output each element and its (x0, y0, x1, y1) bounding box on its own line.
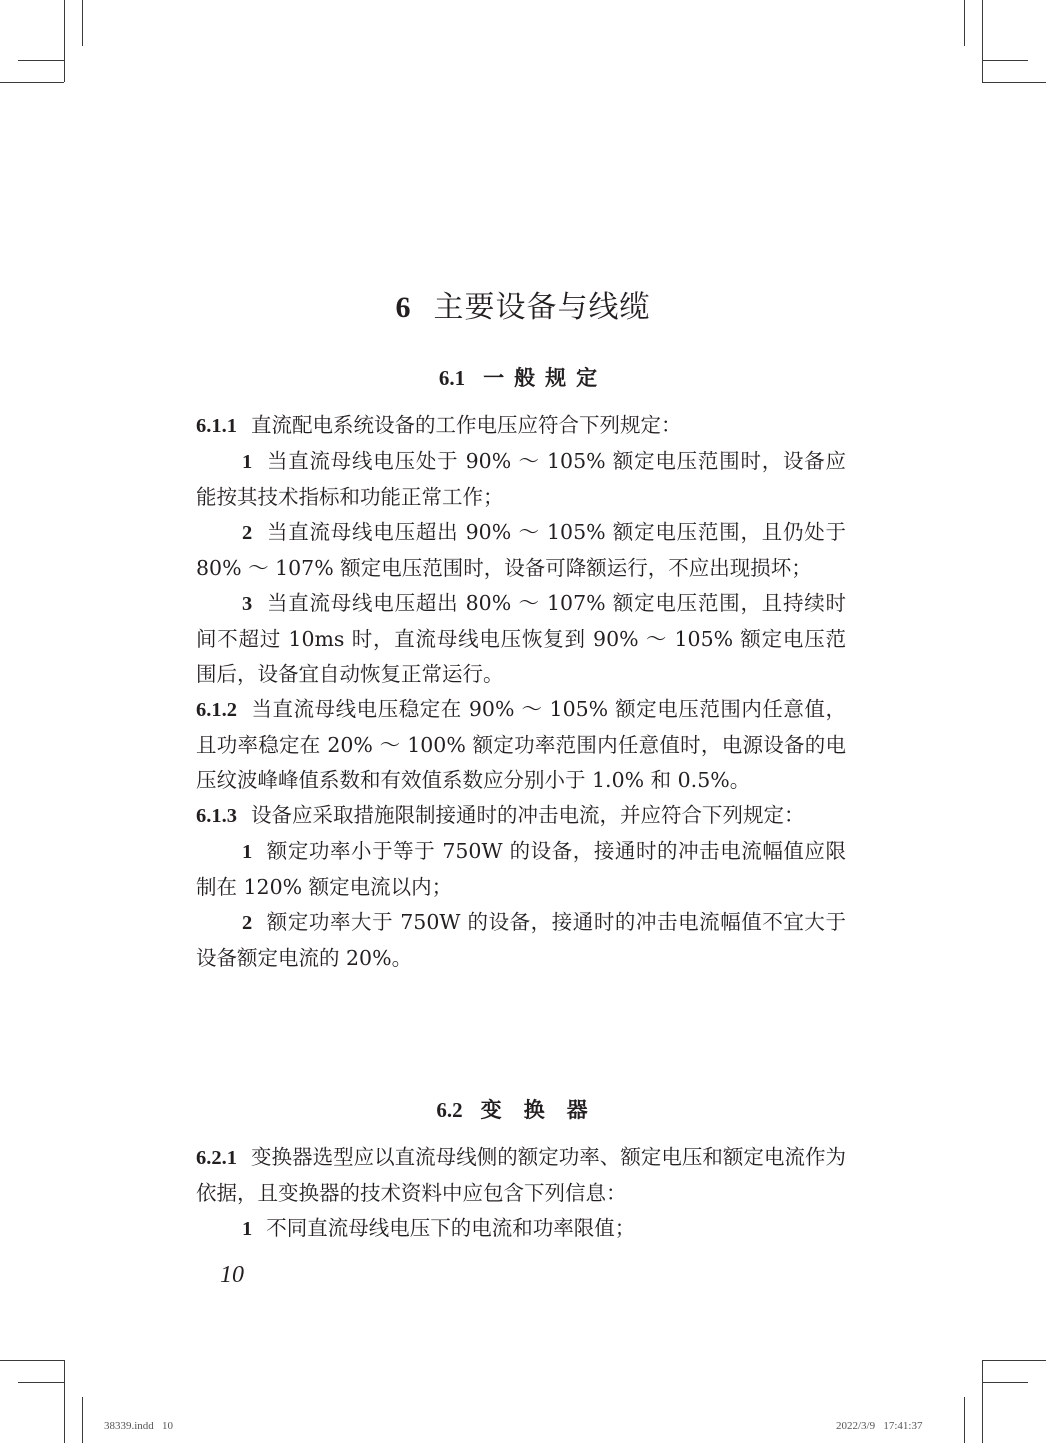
clause-6-1-2 (196, 692, 846, 798)
crop-mark (982, 1360, 1046, 1361)
crop-mark (0, 82, 64, 83)
clause-text: 当直流母线电压稳定在 90% ～ 105% 额定电压范围内任意值，且功率稳定在 20% ～ 100% 额定功率范围内任意值时，电源设备的电压纹波峰峰值系数和有效值系数应分别小于 1.0% 和 0.5%。 (196, 697, 846, 792)
crop-mark (18, 60, 64, 61)
item-number: 2 (242, 522, 253, 544)
section-title-text: 一般规定 (483, 365, 608, 390)
crop-mark (64, 0, 65, 82)
clause-text: 直流配电系统设备的工作电压应符合下列规定： (251, 413, 682, 437)
crop-mark (982, 0, 983, 82)
item-number: 2 (242, 912, 253, 934)
clause-number: 6.1.3 (196, 805, 237, 827)
slug-timestamp: 2022/3/9 17:41:37 (836, 1420, 923, 1432)
section-title-text: 变换器 (480, 1097, 610, 1122)
clause-number: 6.1.1 (196, 415, 237, 437)
item-text: 当直流母线电压处于 90% ～ 105% 额定电压范围时，设备应能按其技术指标和功能正常工作； (196, 449, 846, 509)
item-text: 不同直流母线电压下的电流和功率限值； (266, 1216, 636, 1240)
crop-mark (64, 1360, 65, 1443)
clause-text: 设备应采取措施限制接通时的冲击电流，并应符合下列规定： (251, 803, 805, 827)
chapter-title (0, 282, 1046, 326)
item-number: 1 (242, 841, 253, 863)
crop-mark (964, 1397, 965, 1443)
crop-mark (982, 82, 1046, 83)
crop-mark (82, 0, 83, 46)
clause-6-1-3-item-1 (196, 834, 846, 905)
item-number: 3 (242, 593, 253, 615)
section-6-2-body (196, 1140, 846, 1247)
item-text: 额定功率小于等于 750W 的设备，接通时的冲击电流幅值应限制在 120% 额定电流以内； (196, 839, 846, 899)
clause-6-1-1-item-2 (196, 515, 846, 586)
clause-number: 6.1.2 (196, 699, 237, 721)
clause-6-1-1-item-3 (196, 586, 846, 692)
clause-6-1-1 (196, 408, 846, 444)
clause-6-1-3-item-2 (196, 905, 846, 976)
clause-6-1-3 (196, 798, 846, 834)
clause-6-2-1 (196, 1140, 846, 1211)
crop-mark (964, 0, 965, 46)
clause-number: 6.2.1 (196, 1147, 237, 1169)
section-heading-6-1 (0, 362, 1046, 392)
crop-mark (982, 1382, 1028, 1383)
slug-file: 38339.indd 10 (104, 1420, 174, 1432)
item-text: 当直流母线电压超出 90% ～ 105% 额定电压范围，且仍处于 80% ～ 107% 额定电压范围时，设备可降额运行，不应出现损坏； (196, 520, 846, 580)
crop-mark (982, 60, 1028, 61)
item-text: 额定功率大于 750W 的设备，接通时的冲击电流幅值不宜大于设备额定电流的 20%。 (196, 910, 846, 970)
item-number: 1 (242, 1218, 253, 1240)
item-number: 1 (242, 451, 253, 473)
section-number: 6.2 (436, 1098, 463, 1122)
chapter-title-text: 主要设备与线缆 (433, 290, 651, 325)
crop-mark (0, 1360, 64, 1361)
section-heading-6-2 (0, 1094, 1046, 1124)
item-text: 当直流母线电压超出 80% ～ 107% 额定电压范围，且持续时间不超过 10ms 时，直流母线电压恢复到 90% ～ 105% 额定电压范围后，设备宜自动恢复正常运行。 (196, 591, 846, 686)
clause-6-1-1-item-1 (196, 444, 846, 515)
page-number: 10 (220, 1262, 244, 1288)
chapter-number: 6 (395, 291, 412, 324)
section-6-1-body (196, 408, 846, 976)
crop-mark (982, 1360, 983, 1443)
crop-mark (18, 1382, 64, 1383)
clause-text: 变换器选型应以直流母线侧的额定功率、额定电压和额定电流作为依据，且变换器的技术资料中应包含下列信息： (196, 1145, 846, 1205)
section-number: 6.1 (438, 366, 466, 390)
clause-6-2-1-item-1 (196, 1211, 846, 1247)
crop-mark (82, 1397, 83, 1443)
